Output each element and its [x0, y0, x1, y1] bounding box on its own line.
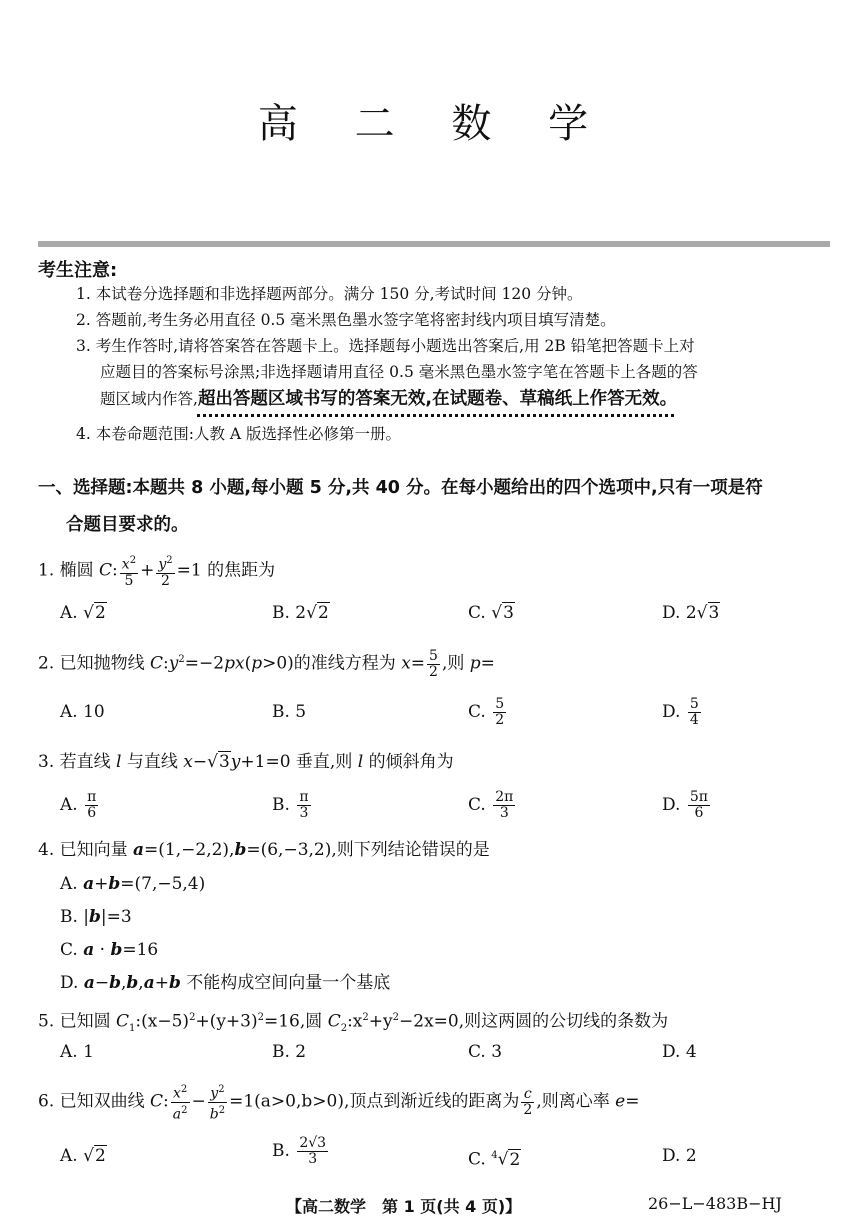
q2-option-b: B. 5 — [272, 702, 307, 722]
q2-option-d: D. $\frac{5}{4}$ — [662, 696, 699, 728]
q6-option-b: B. $\frac{2√3}{3}$ — [272, 1135, 327, 1167]
q4-option-c: C. a · b=16 — [60, 940, 159, 960]
q6-option-d: D. 2 — [662, 1146, 697, 1166]
q3-option-d: D. $\frac{5\pi}{6}$ — [662, 789, 708, 821]
q4-option-d: D. a−b,b,a+b 不能构成空间向量一个基底 — [60, 973, 391, 993]
divider — [38, 241, 830, 247]
q3-option-b: B. $\frac{\pi}{3}$ — [272, 789, 309, 821]
notice-heading: 考生注意: — [38, 260, 118, 281]
q1-option-b: B. 2√2 — [272, 603, 329, 623]
notice-emphasis: 超出答题区域书写的答案无效,在试题卷、草稿纸上作答无效。 — [197, 389, 678, 409]
q3-option-c: C. $\frac{2\pi}{3}$ — [468, 789, 514, 821]
q5-option-a: A. 1 — [60, 1042, 94, 1062]
question-2: 2. 已知抛物线 $C:y^2=-2px(p>0)$的准线方程为 x= $\frac{5}{2}$ ,则 p= — [38, 647, 495, 680]
q5-option-d: D. 4 — [662, 1042, 697, 1062]
fraction: $\frac{5}{4}$ — [689, 696, 699, 728]
notice-item-4: 4. 本卷命题范围:人教 A 版选择性必修第一册。 — [76, 425, 401, 443]
fraction: $\frac{\pi}{3}$ — [299, 789, 309, 821]
section-heading — [38, 470, 838, 544]
fraction: $\frac{y^2}{b^2}$ — [209, 1084, 226, 1123]
paper-code: 26−L−483B−HJ — [648, 1194, 782, 1213]
fraction: $\frac{2√3}{3}$ — [299, 1135, 327, 1167]
q5-option-b: B. 2 — [272, 1042, 307, 1062]
question-4: 4. 已知向量 a=(1,−2,2),b=(6,−3,2),则下列结论错误的是 — [38, 840, 490, 860]
q1-option-d: D. 2√3 — [662, 603, 720, 623]
fraction: $\frac{2\pi}{3}$ — [495, 789, 514, 821]
q5-option-c: C. 3 — [468, 1042, 503, 1062]
notice-item-2: 2. 答题前,考生务必用直径 0.5 毫米黑色墨水签字笔将密封线内项目填写清楚。 — [76, 311, 616, 329]
q1-option-c: C. √3 — [468, 603, 514, 623]
notice-item-1: 1. 本试卷分选择题和非选择题两部分。满分 150 分,考试时间 120 分钟。 — [76, 285, 583, 303]
fraction: $\frac{x^2}{5}$ — [121, 555, 137, 589]
fraction: $\frac{c}{2}$ — [523, 1085, 533, 1118]
q6-option-c: C. $^4$√2 — [468, 1149, 521, 1170]
page-footer: 【高二数学 第 1 页(共 4 页)】 — [286, 1197, 522, 1216]
fraction: $\frac{5}{2}$ — [495, 696, 505, 728]
notice-item-3-cont2: 题区域内作答,超出答题区域书写的答案无效,在试题卷、草稿纸上作答无效。 — [100, 389, 678, 409]
q2-option-c: C. $\frac{5}{2}$ — [468, 696, 505, 728]
section-heading-line1: 一、选择题:本题共 8 小题,每小题 5 分,共 40 分。在每小题给出的四个选项中,只有一项是符 — [38, 478, 763, 498]
q1-option-a: A. √2 — [60, 603, 106, 623]
fraction: $\frac{5\pi}{6}$ — [689, 789, 708, 821]
notice-item-3-cont: 应题目的答案标号涂黑;非选择题请用直径 0.5 毫米黑色墨水签字笔在答题卡上各题的答 — [100, 363, 698, 381]
section-heading-line2: 合题目要求的。 — [66, 515, 189, 535]
question-6: 6. 已知双曲线 C: $\frac{x^2}{a^2}$ − $\frac{y^2}{b^2}$ =1(a>0,b>0),顶点到渐近线的距离为 $\frac{c}{2}$ ,则离心率 e= — [38, 1084, 640, 1123]
q3-option-a: A. $\frac{\pi}{6}$ — [60, 789, 97, 821]
fraction: $\frac{\pi}{6}$ — [87, 789, 97, 821]
question-1: 1. 椭圆 C: $\frac{x^2}{5}$ + $\frac{y^2}{2}$ =1 的焦距为 — [38, 555, 276, 589]
page-title: 高 二 数 学 — [257, 101, 611, 147]
fraction: $\frac{x^2}{a^2}$ — [172, 1084, 188, 1123]
q2-option-a: A. 10 — [60, 702, 105, 722]
q6-option-a: A. √2 — [60, 1146, 106, 1166]
notice-item-3: 3. 考生作答时,请将答案答在答题卡上。选择题每小题选出答案后,用 2B 铅笔把答题卡上对 — [76, 337, 695, 355]
fraction: $\frac{5}{2}$ — [429, 647, 438, 680]
question-5: 5. 已知圆 $C_1:(x-5)^2+(y+3)^2=16$,圆 $C_2:x^2+y^2-2x=0$,则这两圆的公切线的条数为 — [38, 1011, 669, 1035]
fraction: $\frac{y^2}{2}$ — [158, 555, 173, 589]
q4-option-b: B. |b|=3 — [60, 907, 132, 927]
q4-option-a: A. a+b=(7,−5,4) — [60, 874, 206, 894]
question-3: 3. 若直线 l 与直线 x−√3y+1=0 垂直,则 l 的倾斜角为 — [38, 752, 454, 772]
